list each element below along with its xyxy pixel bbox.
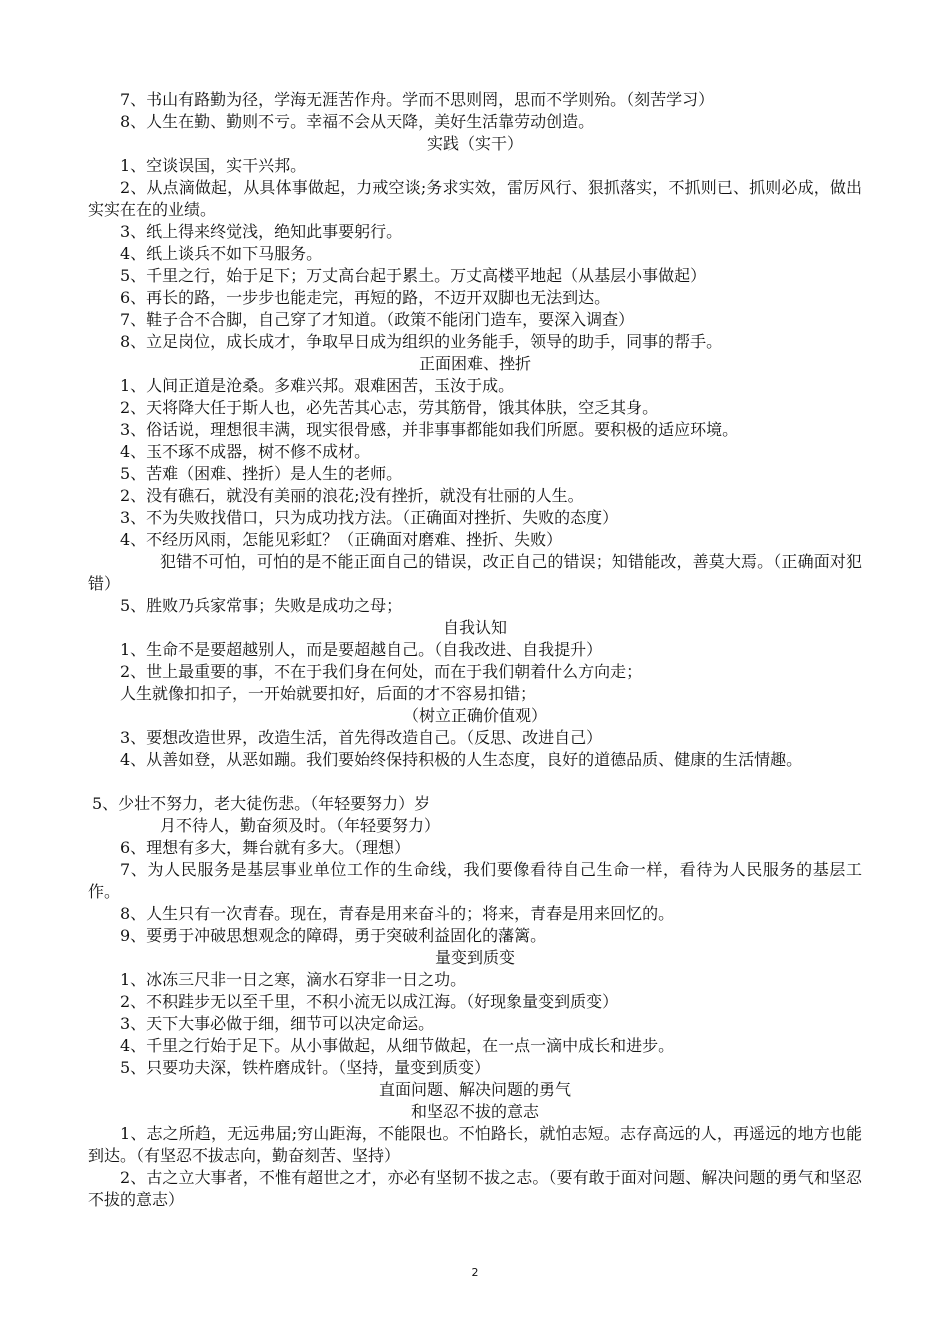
quote-line: 9、要勇于冲破思想观念的障碍，勇于突破利益固化的藩篱。 [120,926,547,945]
quote-line: 4、不经历风雨，怎能见彩虹？（正确面对磨难、挫折、失败） [120,530,563,549]
section-heading-quantity: 量变到质变 [434,948,515,967]
quote-text: 7、为人民服务是基层事业单位工作的生命线，我们要像看待自己生命一样，看待为人民服务的基层工作。 [88,860,862,901]
quote-line: 5、苦难（困难、挫折）是人生的老师。 [120,464,403,483]
quote-line: 2、世上最重要的事，不在于我们身在何处，而在于我们朝着什么方向走； [120,662,643,681]
quote-line: 3、要想改造世界，改造生活，首先得改造自己。（反思、改进自己） [120,728,603,747]
quote-line: 5、少壮不努力，老大徒伤悲。（年轻要努力）岁 [92,794,431,813]
quote-line: 5、胜败乃兵家常事；失败是成功之母； [120,596,403,615]
quote-text: 1、志之所趋，无远弗届;穷山距海，不能限也。不怕路长，就怕志短。志存高远的人，再遥远的地方也能到达。（有坚忍不拔志向，勤奋刻苦、坚持） [88,1124,862,1165]
quote-line: 4、千里之行始于足下。从小事做起，从细节做起，在一点一滴中成长和进步。 [120,1036,675,1055]
quote-line: 8、人生只有一次青春。现在，青春是用来奋斗的；将来，青春是用来回忆的。 [120,904,675,923]
quote-line: 月不待人，勤奋须及时。（年轻要努力） [160,816,441,835]
section-heading-self: 自我认知 [442,618,507,637]
quote-line: 1、空谈误国，实干兴邦。 [120,156,307,175]
quote-text: 犯错不可怕，可怕的是不能正面自己的错误，改正自己的错误；知错能改，善莫大焉。（正确面对犯错） [88,552,862,593]
quote-line: 7、书山有路勤为径，学海无涯苦作舟。学而不思则罔，思而不学则殆。（刻苦学习） [120,90,715,109]
quote-paragraph [88,177,862,221]
quote-text: 4、从善如登，从恶如蹦。我们要始终保持积极的人生态度，良好的道德品质、健康的生活情趣。 [120,750,803,769]
quote-line: 3、天下大事必做于细，细节可以决定命运。 [120,1014,435,1033]
section-heading-difficulty: 正面困难、挫折 [418,354,531,373]
quote-line: 2、没有礁石，就没有美丽的浪花;没有挫折，就没有壮丽的人生。 [120,486,584,505]
quote-line: 3、不为失败找借口，只为成功找方法。（正确面对挫折、失败的态度） [120,508,619,527]
quote-text: 2、古之立大事者，不惟有超世之才，亦必有坚韧不拔之志。（要有敢于面对问题、解决问题的勇气和坚忍不拔的意志） [88,1168,862,1209]
quote-line: 8、立足岗位，成长成才，争取早日成为组织的业务能手，领导的助手，同事的帮手。 [120,332,723,351]
quote-text: 2、从点滴做起，从具体事做起，力戒空谈;务求实效，雷厉风行、狠抓落实，不抓则已、抓则必成，做出实实在在的业绩。 [88,178,862,219]
note-line: （树立正确价值观） [402,706,547,725]
section-heading-courage: 直面问题、解决问题的勇气 [378,1080,571,1099]
section-heading-courage-sub: 和坚忍不拔的意志 [410,1102,539,1121]
quote-line: 2、天将降大任于斯人也，必先苦其心志，劳其筋骨，饿其体肤，空乏其身。 [120,398,659,417]
quote-line: 5、千里之行，始于足下；万丈高台起于累土。万丈高楼平地起（从基层小事做起） [120,266,707,285]
quote-line: 4、玉不琢不成器，树不修不成材。 [120,442,371,461]
quote-line: 7、鞋子合不合脚，自己穿了才知道。（政策不能闭门造车，要深入调查） [120,310,635,329]
quote-line: 8、人生在勤、勤则不亏。幸福不会从天降，美好生活靠劳动创造。 [120,112,595,131]
quote-paragraph [88,1167,862,1211]
quote-paragraph [88,749,862,771]
quote-line: 6、再长的路，一步步也能走完，再短的路，不迈开双脚也无法到达。 [120,288,611,307]
quote-line: 6、理想有多大，舞台就有多大。（理想） [120,838,411,857]
quote-line: 3、纸上得来终觉浅，绝知此事要躬行。 [120,222,403,241]
quote-line: 人生就像扣扣子，一开始就要扣好，后面的才不容易扣错； [120,684,537,703]
page-number: 2 [471,1266,479,1279]
quote-paragraph [88,859,862,903]
quote-line: 5、只要功夫深，铁杵磨成针。（坚持，量变到质变） [120,1058,491,1077]
quote-paragraph [88,551,862,595]
quote-paragraph [88,1123,862,1167]
quote-line: 3、俗话说，理想很丰满，现实很骨感，并非事事都能如我们所愿。要积极的适应环境。 [120,420,739,439]
quote-line: 1、生命不是要超越别人，而是要超越自己。（自我改进、自我提升） [120,640,603,659]
quote-line: 2、不积跬步无以至千里，不积小流无以成江海。（好现象量变到质变） [120,992,619,1011]
section-heading-practice: 实践（实干） [426,134,523,153]
quote-line: 1、冰冻三尺非一日之寒，滴水石穿非一日之功。 [120,970,467,989]
quote-line: 1、人间正道是沧桑。多难兴邦。艰难困苦，玉汝于成。 [120,376,515,395]
quote-line: 4、纸上谈兵不如下马服务。 [120,244,323,263]
